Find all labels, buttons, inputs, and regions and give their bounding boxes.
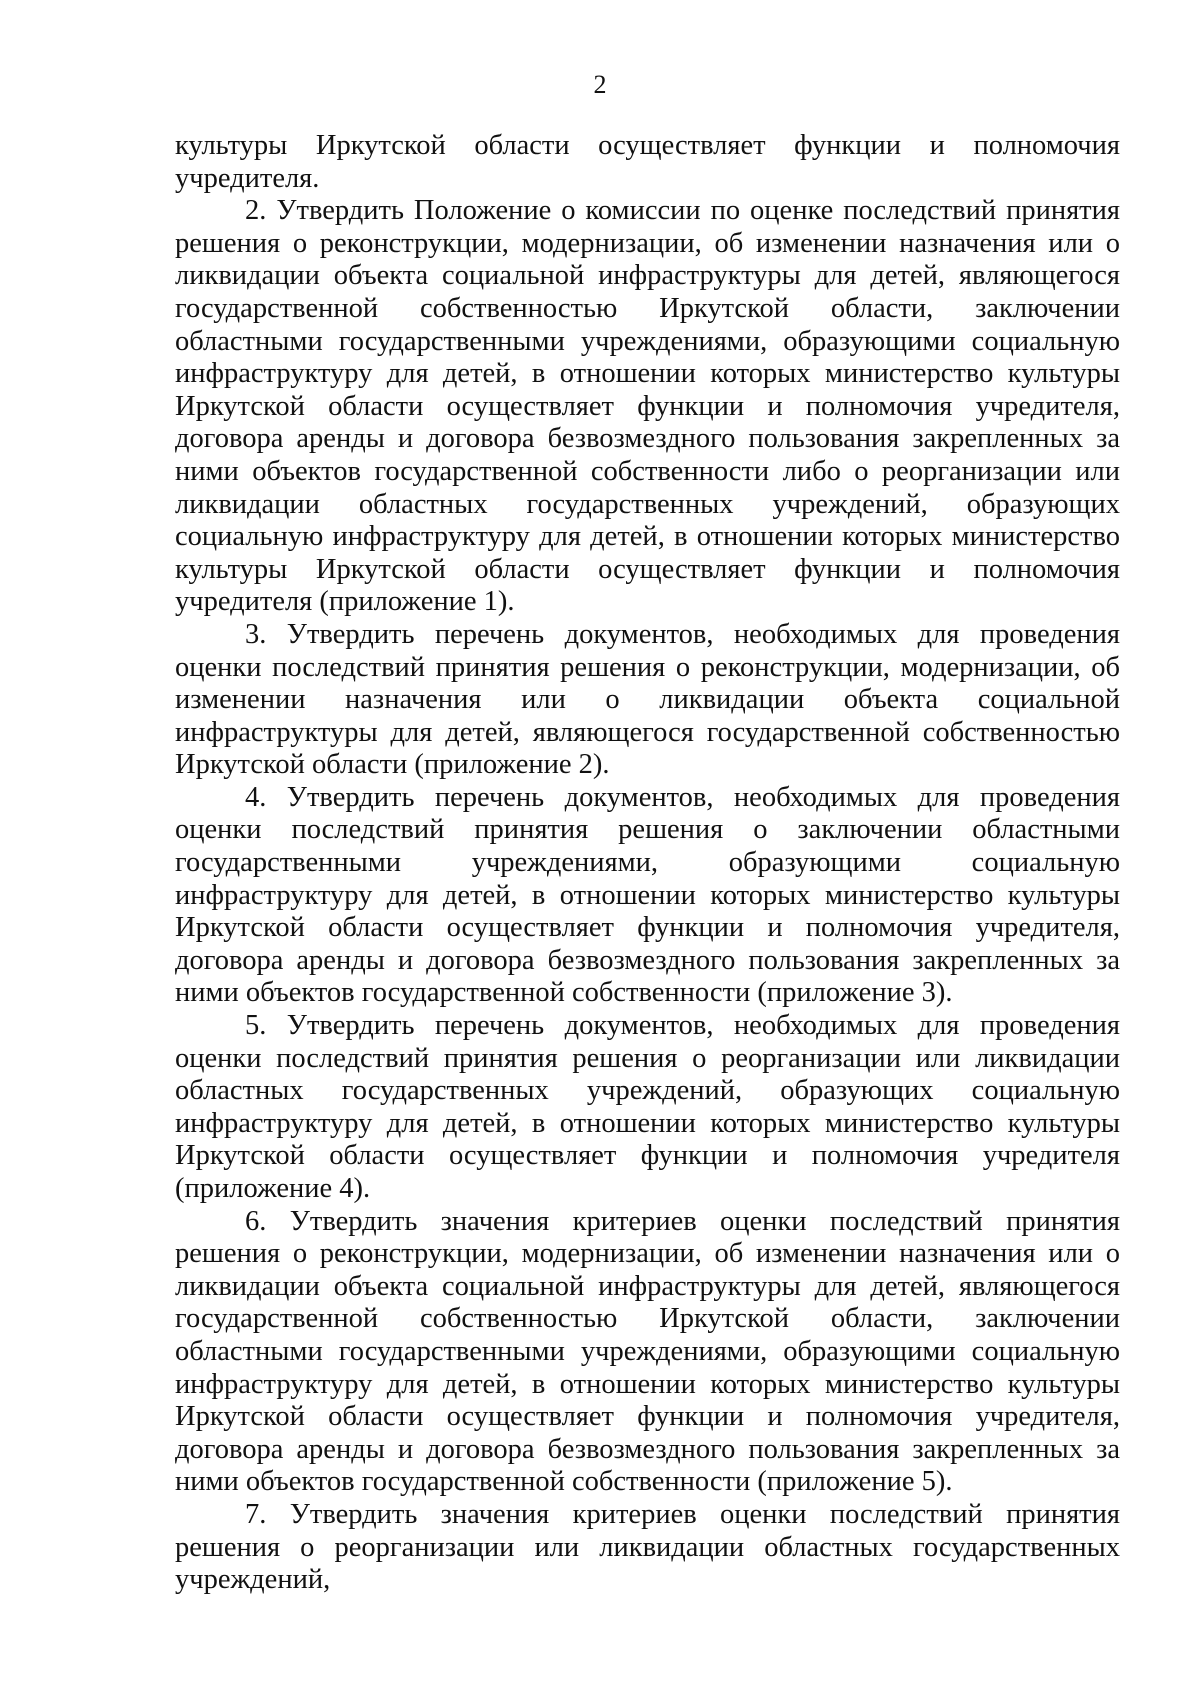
paragraph-item-3: 3. Утвердить перечень документов, необходимых для проведения оценки последствий принятия решения о реконструкции, модернизации, об изменении назначения или о ликвидации объекта социальной инфраструктуры для детей, являющегося государственной собственностью Иркутской области (приложение 2).	[175, 618, 1120, 781]
paragraph-item-7: 7. Утвердить значения критериев оценки последствий принятия решения о реорганизации или ликвидации областных государственных учреждений,	[175, 1498, 1120, 1596]
paragraph-continuation: культуры Иркутской области осуществляет функции и полномочия учредителя.	[175, 130, 1120, 194]
paragraph-item-6: 6. Утвердить значения критериев оценки последствий принятия решения о реконструкции, модернизации, об изменении назначения или о ликвидации объекта социальной инфраструктуры для детей, являющегося государственной собственностью Иркутской области, заключении областными государственными учреждениями, образующими социальную инфраструктуру для детей, в отношении которых министерство культуры Иркутской области осуществляет функции и полномочия учредителя, договора аренды и договора безвозмездного пользования закрепленных за ними объектов государственной собственности (приложение 5).	[175, 1205, 1120, 1498]
paragraph-item-2: 2. Утвердить Положение о комиссии по оценке последствий принятия решения о реконструкции, модернизации, об изменении назначения или о ликвидации объекта социальной инфраструктуры для детей, являющегося государственной собственностью Иркутской области, заключении областными государственными учреждениями, образующими социальную инфраструктуру для детей, в отношении которых министерство культуры Иркутской области осуществляет функции и полномочия учредителя, договора аренды и договора безвозмездного пользования закрепленных за ними объектов государственной собственности либо о реорганизации или ликвидации областных государственных учреждений, образующих социальную инфраструктуру для детей, в отношении которых министерство культуры Иркутской области осуществляет функции и полномочия учредителя (приложение 1).	[175, 195, 1120, 618]
page-number: 2	[593, 70, 607, 99]
paragraph-item-5: 5. Утвердить перечень документов, необходимых для проведения оценки последствий принятия решения о реорганизации или ликвидации областных государственных учреждений, образующих социальную инфраструктуру для детей, в отношении которых министерство культуры Иркутской области осуществляет функции и полномочия учредителя (приложение 4).	[175, 1010, 1120, 1204]
paragraph-item-4: 4. Утвердить перечень документов, необходимых для проведения оценки последствий принятия решения о заключении областными государственными учреждениями, образующими социальную инфраструктуру для детей, в отношении которых министерство культуры Иркутской области осуществляет функции и полномочия учредителя, договора аренды и договора безвозмездного пользования закрепленных за ними объектов государственной собственности (приложение 3).	[175, 781, 1120, 1009]
document-body	[175, 130, 1120, 1597]
